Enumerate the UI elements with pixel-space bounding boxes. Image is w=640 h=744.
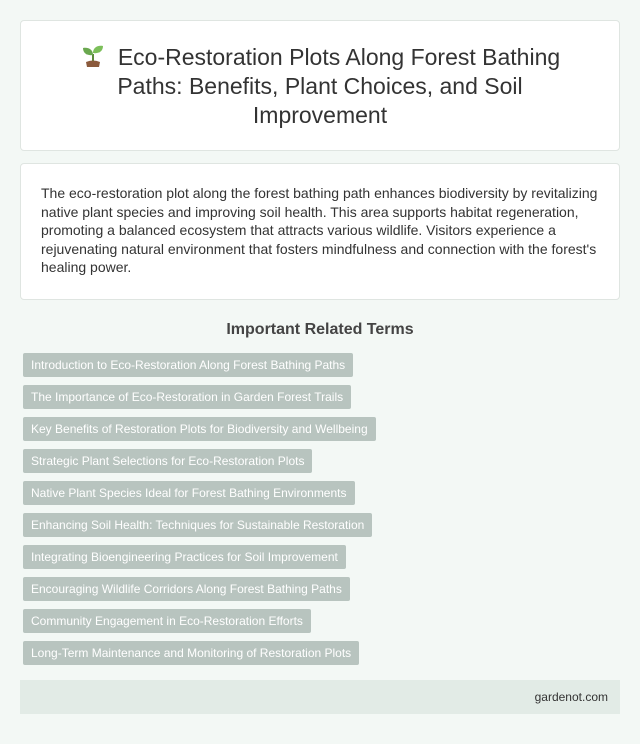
- related-term-link[interactable]: Integrating Bioengineering Practices for Soil Improvement: [23, 545, 346, 569]
- related-term-link[interactable]: Long-Term Maintenance and Monitoring of Restoration Plots: [23, 641, 359, 665]
- sprout-icon: [80, 42, 106, 68]
- footer-site-name: gardenot.com: [534, 690, 608, 704]
- related-term-link[interactable]: Native Plant Species Ideal for Forest Bathing Environments: [23, 481, 355, 505]
- page-title-text: Eco-Restoration Plots Along Forest Bathing Paths: Benefits, Plant Choices, and Soil Improvement: [117, 43, 561, 128]
- related-term-link[interactable]: Introduction to Eco-Restoration Along Forest Bathing Paths: [23, 353, 353, 377]
- title-card: [20, 20, 620, 151]
- related-term-link[interactable]: Strategic Plant Selections for Eco-Restoration Plots: [23, 449, 312, 473]
- related-term-link[interactable]: The Importance of Eco-Restoration in Garden Forest Trails: [23, 385, 351, 409]
- page-title: [61, 42, 579, 130]
- related-term-link[interactable]: Encouraging Wildlife Corridors Along Forest Bathing Paths: [23, 577, 350, 601]
- summary-text: The eco-restoration plot along the forest bathing path enhances biodiversity by revitalizing native plant species and improving soil health. This area supports habitat regeneration, promoting a balanced ecosystem that attracts various wildlife. Visitors experience a rejuvenating natural environment that fosters mindfulness and connection with the forest's healing power.: [41, 185, 598, 275]
- related-term-link[interactable]: Enhancing Soil Health: Techniques for Sustainable Restoration: [23, 513, 372, 537]
- related-terms-heading: Important Related Terms: [226, 321, 414, 338]
- related-term-link[interactable]: Community Engagement in Eco-Restoration Efforts: [23, 609, 311, 633]
- footer: [20, 680, 620, 714]
- related-terms-list: [23, 353, 623, 673]
- summary-card: [20, 163, 620, 300]
- related-term-link[interactable]: Key Benefits of Restoration Plots for Biodiversity and Wellbeing: [23, 417, 376, 441]
